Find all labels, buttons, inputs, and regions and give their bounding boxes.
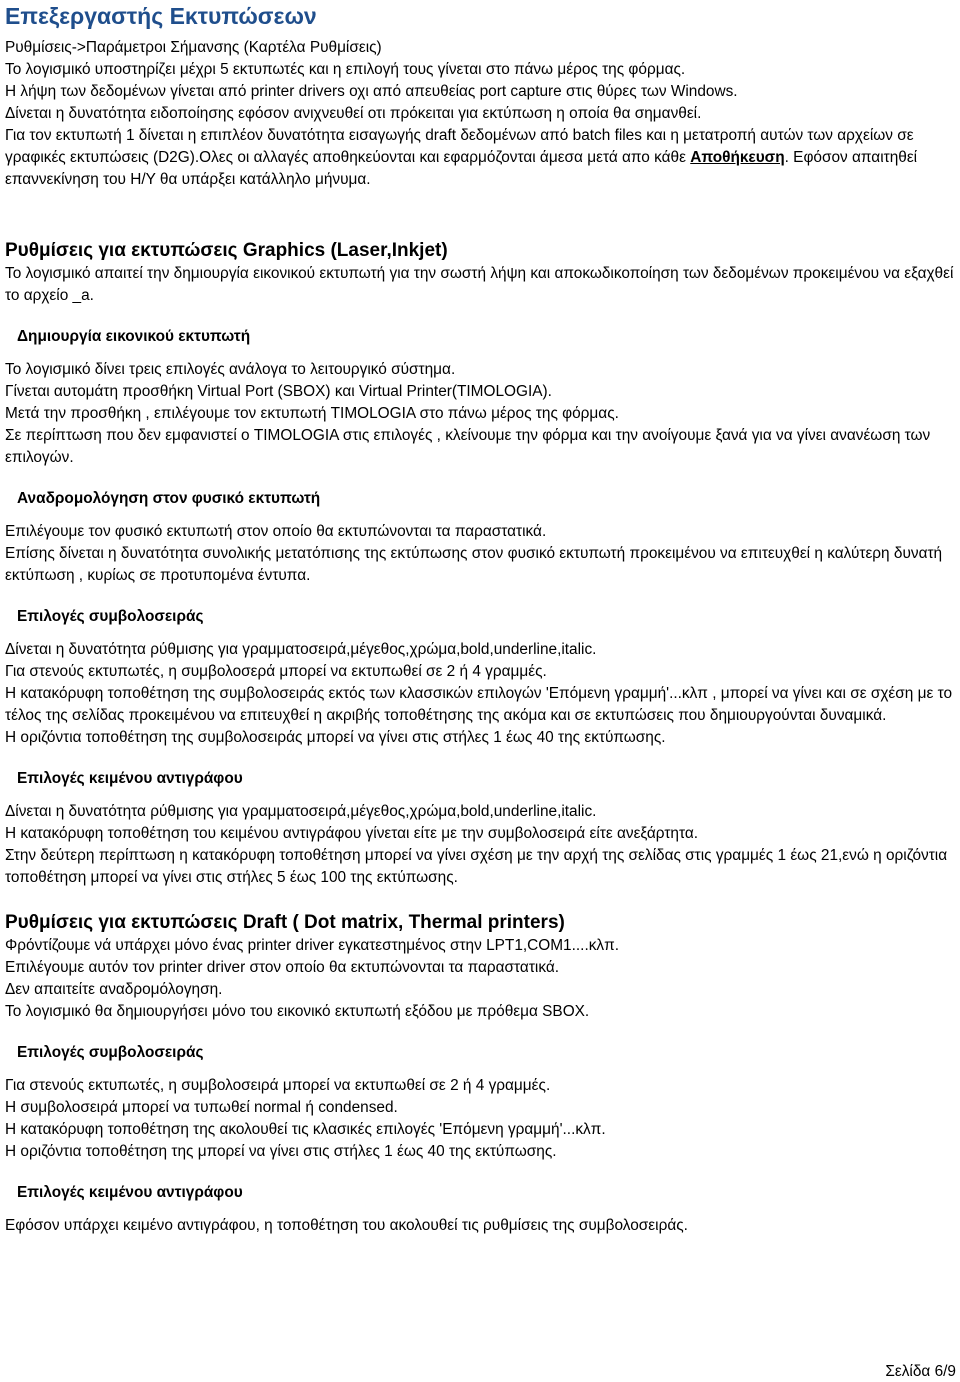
graphics-heading: Ρυθμίσεις για εκτυπώσεις Graphics (Laser,Inkjet) xyxy=(5,240,448,261)
redirect-line-1: Επιλέγουμε τον φυσικό εκτυπωτή στον οποίο θα εκτυπώνονται τα παραστατικά. xyxy=(5,523,547,540)
intro-paragraph-d2g xyxy=(5,125,955,191)
virtual-line-2: Γίνεται αυτομάτη προσθήκη Virtual Port (SBOX) και Virtual Printer(TIMOLOGIA). xyxy=(5,383,552,400)
virtual-line-3: Μετά την προσθήκη , επιλέγουμε τον εκτυπωτή TIMOLOGIA στο πάνω μέρος της φόρμας. xyxy=(5,405,619,422)
intro-block xyxy=(5,37,955,191)
graphics-copy-heading: Επιλογές κειμένου αντιγράφου xyxy=(17,770,243,787)
graphics-copy-line-2: Η κατακόρυφη τοποθέτηση του κειμένου αντιγράφου γίνεται είτε με την συμβολοσειρά είτε ανεξάρτητα. xyxy=(5,825,699,842)
graphics-section xyxy=(5,239,955,889)
draft-copy-line-1: Εφόσον υπάρχει κειμένο αντιγράφου, η τοποθέτηση του ακολουθεί τις ρυθμίσεις της συμβολοσειράς. xyxy=(5,1217,688,1234)
draft-symbol-heading: Επιλογές συμβολοσειράς xyxy=(17,1044,204,1061)
graphics-copy-line-1: Δίνεται η δυνατότητα ρύθμισης για γραμματοσειρά,μέγεθος,χρώμα,bold,underline,italic. xyxy=(5,803,597,820)
draft-line-4: Το λογισμικό θα δημιουργήσει μόνο του εικονικό εκτυπωτή εξόδου με πρόθεμα SBOX. xyxy=(5,1003,590,1020)
graphics-body: Το λογισμικό απαιτεί την δημιουργία εικονικού εκτυπωτή για την σωστή λήψη και αποκωδικοποίηση των δεδομένων προκειμένου να εξαχθεί το αρχείο _a. xyxy=(5,265,954,304)
draft-line-1: Φρόντίζουμε νά υπάρχει μόνο ένας printer driver εγκατεστημένος στην LPT1,COM1....κλπ. xyxy=(5,937,620,954)
intro-line-path: Ρυθμίσεις->Παράμετροι Σήμανσης (Καρτέλα Ρυθμίσεις) xyxy=(5,39,382,56)
graphics-copy-line-3: Στην δεύτερη περίπτωση η κατακόρυφη τοποθέτηση μπορεί να γίνει σχέση με την αρχή της σελίδας στις γραμμές 1 έως 21,ενώ η οριζόντια τοποθέτηση μπορεί να γίνει στις στήλες 5 έως 100 της εκτύπωσης. xyxy=(5,847,948,886)
draft-section xyxy=(5,911,955,1237)
draft-heading: Ρυθμίσεις για εκτυπώσεις Draft ( Dot matrix, Thermal printers) xyxy=(5,912,565,933)
virtual-printer-heading: Δημιουργία εικονικού εκτυπωτή xyxy=(17,328,251,345)
redirect-line-2: Επίσης δίνεται η δυνατότητα συνολικής μετατόπισης της εκτύπωσης στον φυσικό εκτυπωτή προκειμένου να επιτευχθεί η καλύτερη δυνατή εκτύπωση , κυρίως σε προτυπομένα έντυπα. xyxy=(5,545,943,584)
graphics-symbol-line-3: Η κατακόρυφη τοποθέτηση της συμβολοσειράς εκτός των κλασσικών επιλογών 'Επόμενη γραμμή'...κλπ , μπορεί να γίνει και σε σχέση με το τέλος της σελίδας προκειμένου να επιτευχθεί η ακριβής τοποθέτησης της ακόμα και σε εκτυπώσεις που δημιουργούνται δυναμικά. xyxy=(5,685,953,724)
draft-line-2: Επιλέγουμε αυτόν τον printer driver στον οποίο θα εκτυπώνονται τα παραστατικά. xyxy=(5,959,559,976)
redirect-heading: Αναδρομολόγηση στον φυσικό εκτυπωτή xyxy=(17,490,321,507)
intro-d2g-text: Για τον εκτυπωτή 1 δίνεται η επιπλέον δυνατότητα εισαγωγής draft δεδομένων από batch files και η μετατροπή αυτών των αρχείων σε γραφικές εκτυπώσεις (D2G).Ολες οι αλλαγές αποθηκεύονται και εφαρμόζονται άμεσα μετά απο κάθε xyxy=(5,127,914,166)
save-link[interactable]: Αποθήκευση xyxy=(690,149,785,166)
draft-copy-heading: Επιλογές κειμένου αντιγράφου xyxy=(17,1184,243,1201)
draft-symbol-line-4: Η οριζόντια τοποθέτηση της μπορεί να γίνει στις στήλες 1 έως 40 της εκτύπωσης. xyxy=(5,1143,557,1160)
graphics-symbol-line-1: Δίνεται η δυνατότητα ρύθμισης για γραμματοσειρά,μέγεθος,χρώμα,bold,underline,italic. xyxy=(5,641,597,658)
graphics-symbol-line-2: Για στενούς εκτυπωτές, η συμβολοσερά μπορεί να εκτυπωθεί σε 2 ή 4 γραμμές. xyxy=(5,663,547,680)
virtual-line-4: Σε περίπτωση που δεν εμφανιστεί ο TIMOLOGIA στις επιλογές , κλείνουμε την φόρμα και την ανοίγουμε ξανά για να γίνει ανανέωση των επιλογών. xyxy=(5,427,931,466)
page-number: Σελίδα 6/9 xyxy=(885,1363,956,1380)
graphics-symbol-line-4: Η οριζόντια τοποθέτηση της συμβολοσειράς μπορεί να γίνει στις στήλες 1 έως 40 της εκτύπωσης. xyxy=(5,729,666,746)
graphics-symbol-heading: Επιλογές συμβολοσειράς xyxy=(17,608,204,625)
intro-restart-text: . Εφόσον απαιτηθεί επαννεκίνηση του Η/Υ θα υπάρξει κατάλληλο μήνυμα. xyxy=(5,149,918,188)
intro-line-drivers: Η λήψη των δεδομένων γίνεται από printer drivers οχι από απευθείας port capture στις θύρες των Windows. xyxy=(5,83,738,100)
draft-symbol-line-3: Η κατακόρυφη τοποθέτηση της ακολουθεί τις κλασικές επιλογές 'Επόμενη γραμμή'...κλπ. xyxy=(5,1121,606,1138)
document-page xyxy=(5,0,955,1237)
draft-line-3: Δεν απαιτείτε αναδρομόλογηση. xyxy=(5,981,223,998)
page-title: Επεξεργαστής Εκτυπώσεων xyxy=(5,3,317,29)
draft-symbol-line-2: Η συμβολοσειρά μπορεί να τυπωθεί normal ή condensed. xyxy=(5,1099,398,1116)
intro-line-printers: Το λογισμικό υποστηρίζει μέχρι 5 εκτυπωτές και η επιλογή τους γίνεται στο πάνω μέρος της φόρμας. xyxy=(5,61,686,78)
draft-symbol-line-1: Για στενούς εκτυπωτές, η συμβολοσειρά μπορεί να εκτυπωθεί σε 2 ή 4 γραμμές. xyxy=(5,1077,551,1094)
intro-line-notify: Δίνεται η δυνατότητα ειδοποίησης εφόσον ανιχνευθεί οτι πρόκειται για εκτύπωση η οποία θα σημανθεί. xyxy=(5,105,702,122)
virtual-line-1: Το λογισμικό δίνει τρεις επιλογές ανάλογα το λειτουργικό σύστημα. xyxy=(5,361,456,378)
